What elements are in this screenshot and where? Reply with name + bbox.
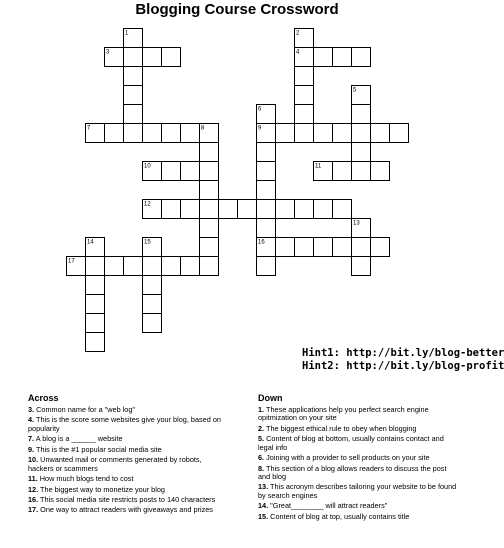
grid-cell[interactable] — [162, 48, 181, 67]
clue-number: 13. — [258, 482, 269, 492]
clue-number: 1. — [258, 405, 265, 414]
clue-number: 10. — [28, 455, 39, 465]
grid-cell[interactable] — [86, 333, 105, 352]
grid-cell[interactable] — [257, 181, 276, 200]
grid-cell[interactable] — [143, 48, 162, 67]
grid-cell[interactable] — [124, 124, 143, 143]
down-clue — [258, 513, 458, 521]
grid-cell[interactable] — [333, 200, 352, 219]
clue-number: 12. — [28, 484, 39, 494]
clue-text: This is the #1 popular social media site — [34, 444, 162, 454]
across-clue — [28, 435, 228, 443]
grid-cell[interactable] — [352, 105, 371, 124]
clue-number: 15. — [258, 511, 269, 521]
grid-cell[interactable] — [314, 238, 333, 257]
grid-cell[interactable] — [181, 200, 200, 219]
grid-cell[interactable] — [124, 105, 143, 124]
grid-cell[interactable] — [143, 276, 162, 295]
grid-cell[interactable] — [181, 257, 200, 276]
grid-clue-number: 12 — [144, 201, 151, 208]
clue-text: This social media site restricts posts to 140 characters — [38, 494, 216, 504]
grid-cell[interactable] — [143, 314, 162, 333]
clue-number: 3. — [28, 405, 35, 414]
grid-cell[interactable] — [200, 219, 219, 238]
grid-cell[interactable] — [200, 143, 219, 162]
grid-cell[interactable] — [352, 162, 371, 181]
grid-clue-number: 10 — [144, 163, 151, 170]
grid-cell[interactable] — [276, 238, 295, 257]
grid-clue-number: 17 — [68, 258, 75, 265]
grid-cell[interactable] — [105, 257, 124, 276]
down-clue — [258, 454, 458, 462]
down-clue — [258, 425, 458, 433]
down-clue — [258, 465, 458, 482]
across-clue-list — [28, 406, 228, 517]
grid-cell[interactable] — [143, 124, 162, 143]
hint-2: Hint2: http://bit.ly/blog-profit — [302, 360, 504, 372]
grid-cell[interactable] — [124, 86, 143, 105]
clue-text: How much blogs tend to cost — [37, 474, 134, 484]
grid-cell[interactable] — [371, 238, 390, 257]
down-clue — [258, 406, 458, 423]
across-clue — [28, 496, 228, 504]
grid-clue-number: 13 — [353, 220, 360, 227]
grid-cell[interactable] — [295, 67, 314, 86]
grid-cell[interactable] — [295, 124, 314, 143]
clue-number: 14. — [258, 501, 269, 511]
clue-text: Joining with a provider to sell products on your site — [264, 453, 430, 463]
across-clue — [28, 486, 228, 494]
grid-clue-number: 1 — [125, 30, 129, 37]
clue-text: This section of a blog allows readers to discuss the post and blog — [258, 463, 447, 481]
grid-clue-number: 16 — [258, 239, 265, 246]
across-clue — [28, 506, 228, 514]
grid-cell[interactable] — [86, 257, 105, 276]
grid-cell[interactable] — [200, 181, 219, 200]
grid-cell[interactable] — [257, 143, 276, 162]
clue-text: Common name for a "web log" — [34, 405, 135, 414]
grid-cell[interactable] — [105, 124, 124, 143]
clue-text: One way to attract readers with giveaways and prizes — [38, 505, 213, 515]
grid-cell[interactable] — [86, 314, 105, 333]
grid-cell[interactable] — [314, 48, 333, 67]
grid-cell[interactable] — [333, 48, 352, 67]
hint-1: Hint1: http://bit.ly/blog-better — [302, 347, 504, 359]
grid-cell[interactable] — [257, 219, 276, 238]
grid-clue-number: 5 — [353, 87, 357, 94]
clue-text: Content of blog at bottom, usually contains contact and legal info — [258, 434, 444, 452]
grid-cell[interactable] — [276, 124, 295, 143]
grid-cell[interactable] — [143, 257, 162, 276]
across-clue — [28, 456, 228, 473]
clue-text: This acronym describes tailoring your website to be found by search engines — [258, 482, 457, 500]
grid-cell[interactable] — [352, 238, 371, 257]
clue-text: Content of blog at top, usually contains title — [268, 511, 410, 521]
grid-cell[interactable] — [200, 238, 219, 257]
grid-cell[interactable] — [124, 48, 143, 67]
across-clue — [28, 406, 228, 414]
clue-text: This is the score some websites give your blog, based on popularity — [28, 415, 221, 433]
grid-cell[interactable] — [333, 124, 352, 143]
grid-clue-number: 9 — [258, 125, 262, 132]
grid-clue-number: 4 — [296, 49, 300, 56]
down-clue — [258, 483, 458, 500]
grid-cell[interactable] — [257, 257, 276, 276]
grid-cell[interactable] — [352, 124, 371, 143]
clue-text: The biggest way to monetize your blog — [38, 484, 165, 494]
clue-text: "Great________ will attract readers" — [268, 501, 388, 511]
grid-cell[interactable] — [352, 48, 371, 67]
clue-text: A blog is a ______ website — [34, 434, 123, 444]
clue-number: 17. — [28, 505, 39, 515]
grid-clue-number: 3 — [106, 49, 110, 56]
grid-cell[interactable] — [371, 124, 390, 143]
grid-cell[interactable] — [181, 162, 200, 181]
clue-text: Unwanted mail or comments generated by robots, hackers or scammers — [28, 455, 202, 473]
grid-clue-number: 14 — [87, 239, 94, 246]
grid-cell[interactable] — [295, 200, 314, 219]
grid-clue-number: 6 — [258, 106, 262, 113]
grid-clue-number: 15 — [144, 239, 151, 246]
grid-cell[interactable] — [124, 67, 143, 86]
clue-number: 5. — [258, 434, 265, 444]
grid-cell[interactable] — [143, 295, 162, 314]
clue-number: 6. — [258, 453, 265, 463]
grid-cell[interactable] — [276, 200, 295, 219]
across-clue — [28, 416, 228, 433]
grid-cell[interactable] — [295, 238, 314, 257]
clue-number: 4. — [28, 415, 35, 425]
grid-cell[interactable] — [352, 257, 371, 276]
grid-cell[interactable] — [219, 200, 238, 219]
grid-cell[interactable] — [162, 257, 181, 276]
puzzle-title: Blogging Course Crossword — [135, 1, 339, 18]
grid-cell[interactable] — [295, 105, 314, 124]
clue-number: 7. — [28, 434, 35, 444]
down-clue — [258, 435, 458, 452]
clue-number: 8. — [258, 463, 265, 473]
across-clue — [28, 446, 228, 454]
grid-cell[interactable] — [352, 143, 371, 162]
grid-cell[interactable] — [200, 200, 219, 219]
grid-clue-number: 7 — [87, 125, 91, 132]
grid-cell[interactable] — [333, 162, 352, 181]
grid-cell[interactable] — [124, 257, 143, 276]
grid-cell[interactable] — [257, 200, 276, 219]
across-heading: Across — [28, 393, 59, 403]
clue-text: The biggest ethical rule to obey when blogging — [264, 423, 417, 433]
grid-cell[interactable] — [314, 124, 333, 143]
grid-cell[interactable] — [238, 200, 257, 219]
clue-number: 16. — [28, 494, 39, 504]
down-clue — [258, 502, 458, 510]
clue-number: 11. — [28, 474, 38, 484]
grid-clue-number: 11 — [315, 163, 322, 170]
grid-cell[interactable] — [257, 162, 276, 181]
grid-clue-number: 8 — [201, 125, 205, 132]
grid-cell[interactable] — [162, 124, 181, 143]
grid-cell[interactable] — [162, 200, 181, 219]
down-clue-list — [258, 406, 458, 523]
grid-cell[interactable] — [314, 200, 333, 219]
clue-text: These applications help you perfect search engine opitmization on your site — [258, 405, 429, 423]
grid-cell[interactable] — [295, 86, 314, 105]
clue-number: 9. — [28, 444, 35, 454]
across-clue — [28, 475, 228, 483]
grid-cell[interactable] — [162, 162, 181, 181]
grid-cell[interactable] — [181, 124, 200, 143]
grid-cell[interactable] — [371, 162, 390, 181]
grid-cell[interactable] — [390, 124, 409, 143]
clue-number: 2. — [258, 423, 265, 433]
grid-cell[interactable] — [200, 162, 219, 181]
grid-cell[interactable] — [86, 295, 105, 314]
grid-cell[interactable] — [86, 276, 105, 295]
grid-cell[interactable] — [333, 238, 352, 257]
grid-cell[interactable] — [200, 257, 219, 276]
down-heading: Down — [258, 393, 283, 403]
grid-clue-number: 2 — [296, 30, 300, 37]
